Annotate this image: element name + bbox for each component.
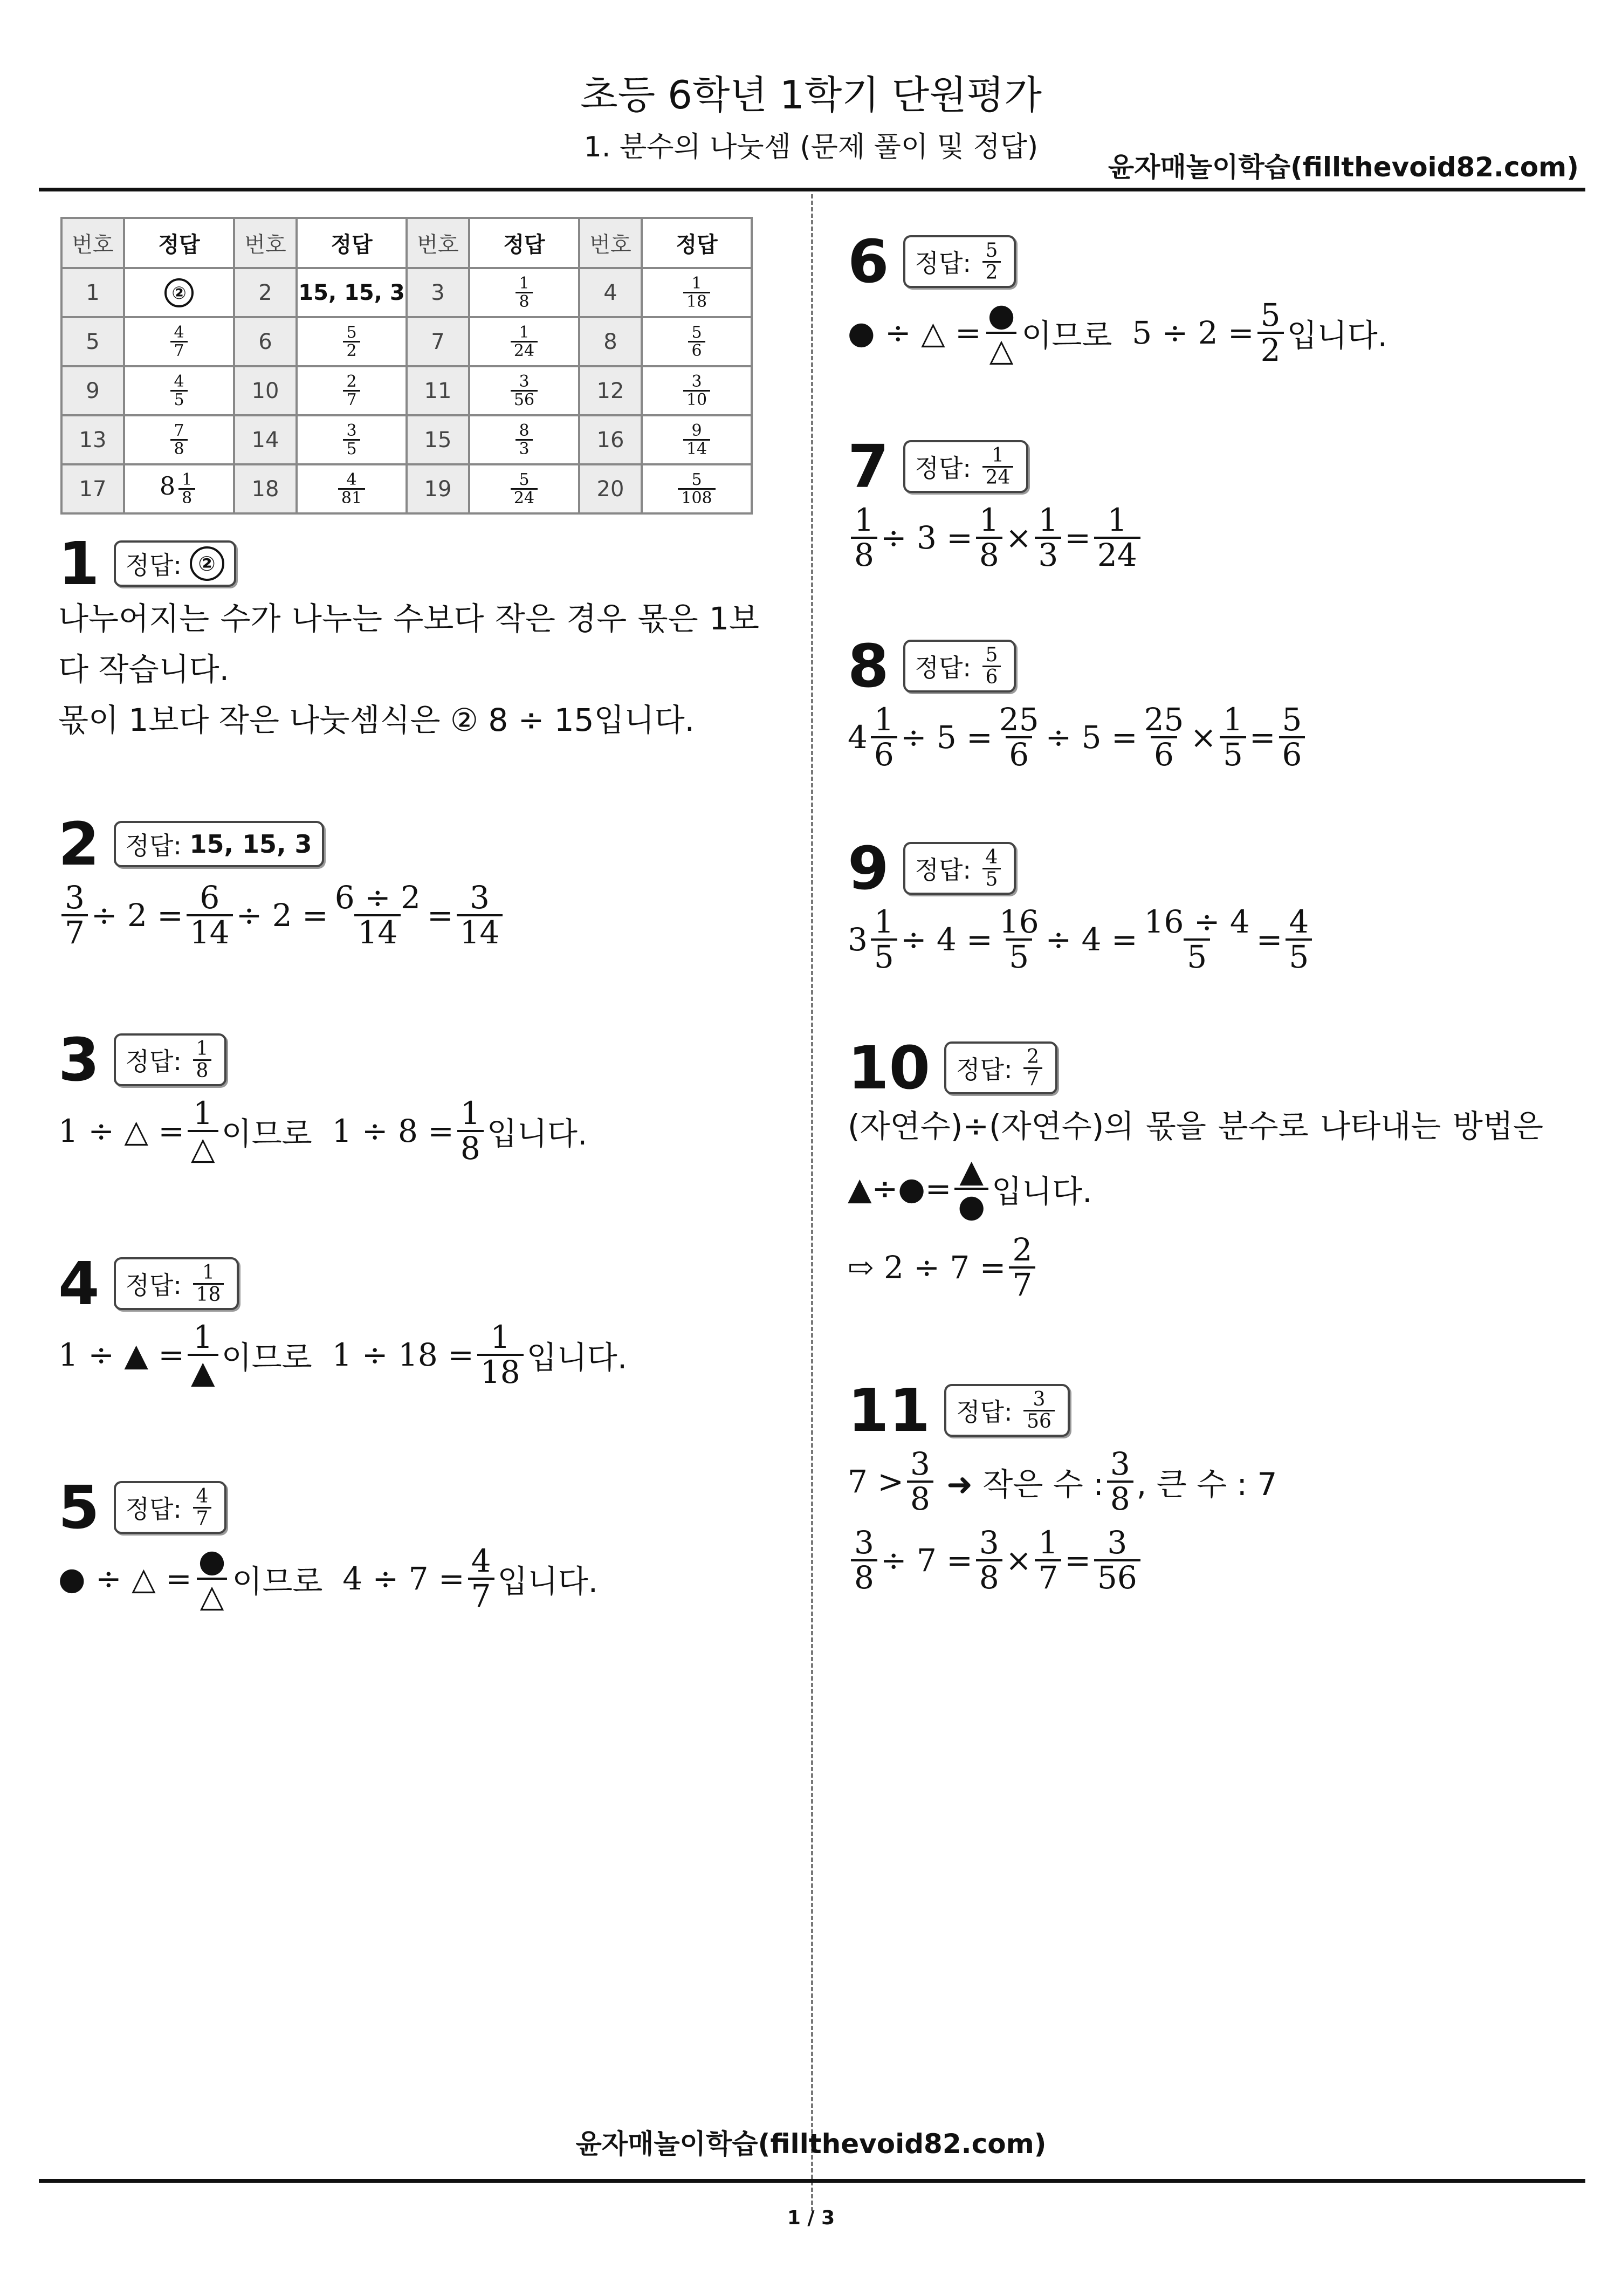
solution-line: $\frac{3}{8}$ ÷ 7 = $\frac{3}{8}$ × $\frac{1}{7}$ = $\frac{3}{56}$ [848,1526,1277,1594]
cell-answer [469,415,579,464]
answer-value: $\frac{1}{8}$ [193,1039,212,1081]
fraction: $\frac{2}{7}$ [1009,1233,1035,1301]
fraction: $\frac{1}{\triangle}$ [188,1097,218,1165]
ending-text: 입니다. [1287,317,1388,354]
cell-number: 13 [61,415,124,464]
col-header-answer: 정답 [469,218,579,268]
answer-fraction: $\frac{7}{8}$ [167,426,190,451]
cell-answer [124,317,234,366]
cell-number: 19 [407,464,469,513]
problem-2 [58,810,506,951]
answer-badge [114,1257,239,1311]
answer-badge [114,821,324,867]
fraction: $\frac{1}{24}$ [1094,504,1140,572]
fraction: $\frac{3}{56}$ [1094,1526,1140,1594]
answer-label: 정답: [915,653,971,682]
fraction: $\frac{1}{8}$ [976,504,1002,572]
cell-answer [469,317,579,366]
answer-fraction: $\frac{5}{2}$ [340,328,363,353]
fraction: $\frac{4}{7}$ [468,1545,494,1613]
solution-line: 1 ÷ △ = $\frac{1}{\triangle}$ 이므로 1 ÷ 8 = $\frac{1}{8}$ 입니다. [58,1095,588,1167]
answer-label: 정답: [915,454,971,483]
answer-label: 정답: [125,1271,182,1300]
solution-line: ● ÷ △ = $\frac{●}{\triangle}$ 이므로 4 ÷ 7 = $\frac{4}{7}$ 입니다. [58,1543,599,1614]
table-row [61,268,752,317]
answer-value: $\frac{4}{7}$ [193,1486,212,1529]
column-divider [811,194,813,2211]
problem-6 [848,227,1388,368]
fraction: $\frac{3}{14}$ [457,881,503,949]
fraction: $\frac{3}{8}$ [851,1526,877,1594]
ending-text: 입니다. [497,1562,599,1600]
answer-label: 정답: [125,1495,182,1524]
fraction: $\frac{16 \div 4}{5}$ [1144,903,1250,975]
fraction: $\frac{●}{\triangle}$ [195,1545,229,1613]
cell-answer [642,415,752,464]
problem-number: 8 [848,632,889,701]
cell-number: 17 [61,464,124,513]
answer-fraction: $\frac{3}{56}$ [507,377,541,402]
answer-fraction: $\frac{5}{108}$ [675,475,718,500]
fraction: $\frac{5}{6}$ [1279,703,1305,771]
cell-number: 20 [579,464,642,513]
table-row [61,415,752,464]
answer-badge [903,640,1016,693]
problem-9 [848,834,1315,975]
problem-8 [848,632,1308,773]
solution-line: $\frac{3}{7}$ ÷ 2 = $\frac{6}{14}$ ÷ 2 = $\frac{6 \div 2}{14}$ = $\frac{3}{14}$ [58,881,506,949]
page-number: 1 / 3 [787,2207,835,2229]
problem-4 [58,1249,628,1390]
answer-value: 15, 15, 3 [189,830,312,859]
problem-7 [848,432,1144,573]
answer-value: $\frac{1}{24}$ [982,446,1014,488]
col-header-number: 번호 [579,218,642,268]
answer-label: 정답: [915,855,971,885]
cell-number: 1 [61,268,124,317]
answer-value: $\frac{5}{2}$ [982,241,1001,283]
cell-answer [297,464,407,513]
cell-number: 8 [579,317,642,366]
answer-label: 정답: [125,831,182,860]
explanation-line: 몫이 1보다 작은 나눗셈식은 ② 8 ÷ 15입니다. [58,702,695,738]
answer-table [60,217,753,515]
fraction: $\frac{25}{6}$ [1144,701,1184,773]
answer-badge [114,1033,227,1087]
explanation-line: 나누어지는 수가 나누는 수보다 작은 경우 몫은 1보 [58,600,759,637]
answer-badge [944,1384,1070,1437]
connector-text: 이므로 [1021,317,1112,354]
cell-number: 3 [407,268,469,317]
answer-value: $\frac{1}{18}$ [193,1263,224,1305]
cell-number: 6 [234,317,297,366]
cell-number: 16 [579,415,642,464]
answer-value: $\frac{4}{5}$ [982,847,1001,890]
problem-1 [58,529,759,745]
cell-answer [469,464,579,513]
solution-line: 4 $\frac{1}{6}$ ÷ 5 = $\frac{25}{6}$ ÷ 5 = $\frac{25}{6}$ × $\frac{1}{5}$ = $\frac{5}{6}$ [848,703,1308,771]
answer-fraction: $\frac{8}{3}$ [512,426,535,451]
footer-rule [39,2179,1585,2183]
cell-number: 11 [407,366,469,415]
answer-badge [114,1481,227,1534]
answer-badge [903,842,1016,895]
fraction: $\frac{3}{8}$ [1107,1448,1133,1516]
cell-answer [124,415,234,464]
col-header-answer: 정답 [297,218,407,268]
answer-fraction: $\frac{2}{7}$ [340,377,363,402]
cell-answer [642,366,752,415]
answer-badge [114,540,236,587]
answer-fraction: $\frac{4}{7}$ [167,328,190,353]
cell-number: 14 [234,415,297,464]
fraction: $\frac{1}{8}$ [851,504,877,572]
problem-number: 10 [848,1033,931,1102]
cell-answer [469,366,579,415]
connector-text: 이므로 [221,1115,312,1152]
answer-fraction: $\frac{5}{6}$ [685,328,708,353]
answer-table-body [61,268,752,513]
cell-answer [642,317,752,366]
cell-answer: 15, 15, 3 [297,268,407,317]
answer-fraction: $\frac{3}{5}$ [340,426,363,451]
answer-fraction: $\frac{1}{18}$ [680,279,713,304]
cell-number: 9 [61,366,124,415]
fraction: $\frac{3}{8}$ [976,1526,1002,1594]
comparison-line: 7 > $\frac{3}{8}$ ➜ 작은 수 : $\frac{3}{8}$ , 큰 수 : 7 [848,1445,1277,1517]
answer-value: $\frac{3}{56}$ [1023,1389,1055,1432]
problem-5 [58,1473,599,1614]
col-header-number: 번호 [407,218,469,268]
cell-number: 2 [234,268,297,317]
cell-answer [297,415,407,464]
solution-text: ⇨ 2 ÷ 7 = [848,1249,1006,1286]
fraction: $\frac{▲}{●}$ [954,1155,988,1223]
ending-text: 입니다. [526,1339,628,1376]
fraction: $\frac{5}{2}$ [1257,299,1284,367]
cell-answer [297,317,407,366]
fraction: $\frac{1}{6}$ [871,703,897,771]
fraction: $\frac{1}{▲}$ [188,1321,218,1389]
answer-fraction: $\frac{4}{81}$ [335,475,368,500]
rule-line: ▲÷●= $\frac{▲}{●}$ 입니다. [848,1153,1092,1224]
cell-answer [124,268,234,317]
solution-line: 1 ÷ ▲ = $\frac{1}{▲}$ 이므로 1 ÷ 18 = $\frac{1}{18}$ 입니다. [58,1319,628,1390]
answer-value: ② [190,546,224,581]
cell-number: 7 [407,317,469,366]
cell-number: 18 [234,464,297,513]
cell-number: 15 [407,415,469,464]
solution-line: 3 $\frac{1}{5}$ ÷ 4 = $\frac{16}{5}$ ÷ 4 = $\frac{16 \div 4}{5}$ = $\frac{4}{5}$ [848,906,1315,974]
problem-number: 2 [58,810,100,879]
problem-number: 6 [848,227,889,296]
answer-label: 정답: [956,1397,1013,1427]
problem-number: 9 [848,834,889,903]
answer-badge [903,235,1016,289]
col-header-answer: 정답 [642,218,752,268]
cell-answer [297,366,407,415]
fraction: $\frac{1}{18}$ [477,1321,524,1389]
cell-answer [642,268,752,317]
ending-text: 입니다. [992,1173,1092,1210]
fraction: $\frac{1}{5}$ [1220,703,1246,771]
solution-line [848,1233,1543,1301]
fraction: $\frac{1}{3}$ [1035,504,1061,572]
cell-answer [124,366,234,415]
problem-3 [58,1025,588,1167]
connector-text: 이므로 [232,1562,323,1600]
answer-badge [944,1041,1057,1095]
answer-label: 정답: [125,551,182,580]
cell-number: 12 [579,366,642,415]
problem-number: 7 [848,432,889,501]
fraction: $\frac{6}{14}$ [187,881,233,949]
cell-answer [469,268,579,317]
col-header-answer: 정답 [124,218,234,268]
problem-11 [848,1376,1277,1596]
answer-fraction: $\frac{4}{5}$ [167,377,190,402]
solution-line: ● ÷ △ = $\frac{●}{\triangle}$ 이므로 5 ÷ 2 = $\frac{5}{2}$ 입니다. [848,297,1388,368]
answer-value: $\frac{2}{7}$ [1023,1047,1042,1089]
answer-label: 정답: [915,249,971,278]
problem-number: 11 [848,1376,931,1445]
problem-number: 3 [58,1025,100,1094]
problem-number: 4 [58,1249,100,1318]
cell-number: 4 [579,268,642,317]
problem-10 [848,1033,1543,1303]
page-subtitle: 1. 분수의 나눗셈 (문제 풀이 및 정답) [583,131,1039,163]
site-name: 윤자매놀이학습(fillthevoid82.com) [1108,152,1579,183]
answer-fraction: $\frac{1}{8}$ [512,279,535,304]
fraction: $\frac{4}{5}$ [1286,906,1312,974]
fraction: $\frac{25}{6}$ [999,701,1039,773]
cell-number: 5 [61,317,124,366]
fraction: $\frac{6 \div 2}{14}$ [334,879,421,951]
fraction: $\frac{1}{5}$ [871,906,897,974]
fraction: $\frac{3}{8}$ [907,1448,933,1516]
answer-badge [903,440,1029,494]
fraction: $\frac{1}{8}$ [457,1097,484,1165]
comparison-text: , 큰 수 : 7 [1136,1465,1277,1503]
answer-fraction: $\frac{3}{10}$ [680,377,713,402]
fraction: $\frac{●}{\triangle}$ [985,299,1019,367]
answer-fraction: $\frac{5}{24}$ [507,475,541,500]
answer-value: $\frac{5}{6}$ [982,645,1001,688]
problem-number: 5 [58,1473,100,1542]
cell-answer [124,464,234,513]
answer-label: 정답: [956,1055,1013,1084]
problem-number: 1 [58,529,100,598]
cell-answer [642,464,752,513]
solution-line: $\frac{1}{8}$ ÷ 3 = $\frac{1}{8}$ × $\frac{1}{3}$ = $\frac{1}{24}$ [848,504,1144,572]
fraction: $\frac{16}{5}$ [999,903,1039,975]
col-header-number: 번호 [61,218,124,268]
comparison-text: ➜ 작은 수 : [946,1465,1104,1503]
answer-fraction: 8 $\frac{1}{8}$ [160,475,198,500]
answer-label: 정답: [125,1047,182,1076]
ending-text: 입니다. [486,1115,588,1152]
table-header-row [61,218,752,268]
fraction: $\frac{1}{7}$ [1035,1526,1061,1594]
footer-site-name: 윤자매놀이학습(fillthevoid82.com) [575,2128,1047,2160]
fraction: $\frac{3}{7}$ [61,881,88,949]
answer-fraction: $\frac{9}{14}$ [680,426,713,451]
explanation-line: 다 작습니다. [58,651,230,688]
answer-fraction: $\frac{1}{24}$ [507,328,541,353]
connector-text: 이므로 [221,1339,312,1376]
explanation-line: (자연수)÷(자연수)의 몫을 분수로 나타내는 방법은 [848,1108,1543,1144]
table-row [61,366,752,415]
table-row [61,317,752,366]
page-title: 초등 6학년 1학기 단원평가 [580,72,1042,118]
col-header-number: 번호 [234,218,297,268]
cell-number: 10 [234,366,297,415]
answer-circled: ② [164,278,194,307]
table-row [61,464,752,513]
header-rule [39,188,1585,191]
